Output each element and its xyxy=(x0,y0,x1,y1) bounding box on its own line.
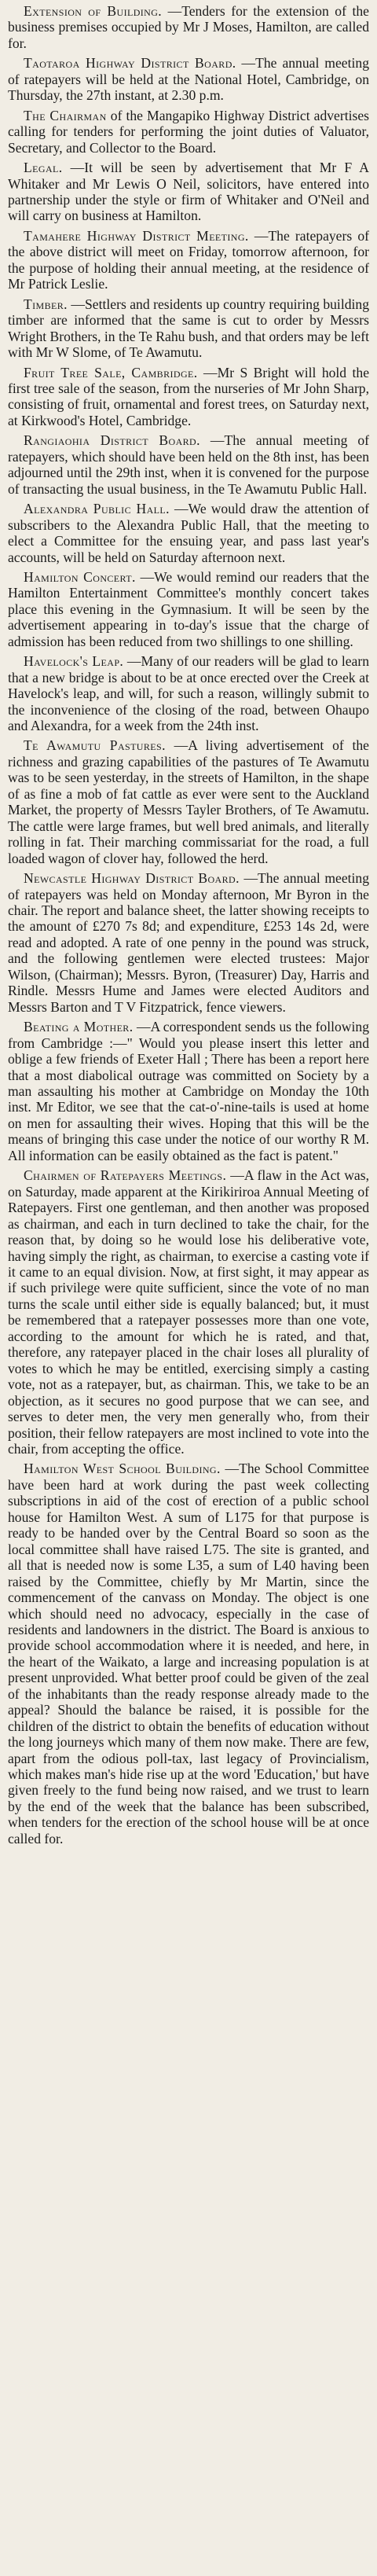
article-heading: Hamilton Concert. xyxy=(24,568,136,585)
article-body: —Mr S Bright will hold the first tree sale of the season, from the nurseries of Mr John Sharp, consisting of fruit, ornamental and forest trees, on Saturday next, at Kirkwood's Hotel, Cambridge. xyxy=(8,364,370,428)
article-heading: Tamahere Highway District Meeting. xyxy=(24,227,249,244)
article-heading: Beating a Mother. xyxy=(24,1019,134,1035)
article-body: —The annual meeting of ratepayers, which should have been held on the 8th inst, has been adjourned until the 29th inst, when it is convened for the purpose of transacting the usual business, in the Te Awamutu Public Hall. xyxy=(8,432,369,497)
article-heading: Extension of Building. xyxy=(24,3,163,19)
article-body: —A flaw in the Act was, on Saturday, made apparent at the Kirikiriroa Annual Meeting of Ratepayers. First one gentleman, and then another was proposed as chairman, and each in turn declined to take the chair, for the reason that, by doing so he would lose his deliberative vote, having simply the right, as chairman, to exercise a casting vote if it came to an equal division. Now, at first sight, it may appear as if such privilege were quite sufficient, since the vote of no man turns the scale until either side is equally balanced; but, it must be remembered that a ratepayer possesses more than one vote, according to the amount for which he is rated, and that, therefore, any ratepayer placed in the chair loses all plurality of votes to which he may be entitled, exercising simply a casting vote, not as a ratepayer, but, as chairman. This, we take to be an objection, as it secures no good purpose that we can see, and serves to deter men, the very men generally who, from their position, their fellow ratepayers are most inclined to vote into the chair, from accepting the office. xyxy=(8,1167,369,1457)
article-heading: Taotaroa Highway District Board. xyxy=(24,55,236,72)
article-body: —A living advertisement of the richness and grazing capabilities of the pastures of Te Awamutu was to be seen yesterday, in the streets of Hamilton, in the shape of as fine a mob of fat cattle as ever were sent to the Auckland Market, the property of Messrs Tayler Brothers, of Te Awamutu. The cattle were large frames, but well bred animals, and literally rolling in fat. Their marching commissariat for the road, a full loaded wagon of clover hay, followed the herd. xyxy=(8,737,369,866)
article-body: —Tenders for the extension of the business premises occupied by Mr J Moses, Hamilton, are called for. xyxy=(8,3,369,51)
article-body: —The annual meeting of ratepayers was held on Monday afternoon, Mr Byron in the chair. The report and balance sheet, the latter showing receipts to the amount of £270 7s 8d; and expenditure, £253 14s 2d, were read and adopted. A rate of one penny in the pound was struck, and the following gentlemen were elected trustees: Major Wilson, (Chairman); Messrs. Byron, (Treasurer) Day, Harris and Rindle. Messrs Hume and James were elected Auditors and Messrs Barton and T V Fitzpatrick, fence viewers. xyxy=(8,870,369,1015)
article-paragraph xyxy=(8,569,369,649)
article-heading: Te Awamutu Pastures. xyxy=(24,737,166,754)
article-body: —We would draw the attention of subscribers to the Alexandra Public Hall, that the meeting to elect a Committee for the ensuing year, and pass last year's accounts, will be held on Saturday afternoon next. xyxy=(8,501,369,565)
article-paragraph xyxy=(8,296,369,361)
article-heading: Legal. xyxy=(24,160,63,176)
article-heading: Fruit Tree Sale, Cambridge. xyxy=(24,364,198,380)
article-body: —The ratepayers of the above district will meet on Friday, tomorrow afternoon, for the purpose of holding their annual meeting, at the residence of Mr Patrick Leslie. xyxy=(8,227,369,292)
article-paragraph xyxy=(8,228,369,292)
article-paragraph xyxy=(8,3,369,51)
article-paragraph xyxy=(8,55,369,103)
article-body: —The School Committee have been hard at work during the past week collecting subscriptions in aid of the cost of erection of a public school house for Hamilton West. A sum of L175 for that purpose is ready to be handed over by the Central Board so soon as the local committee shall have raised L75. The site is granted, and all that is needed now is some L35, a sum of L40 having been raised by the Committee, chiefly by Mr Martin, since the commencement of the canvass on Monday. The object is one which should need no advocacy, especially in the case of residents and landowners in the district. The Board is anxious to provide school accommodation where it is needed, and here, in the heart of the Waikato, a large and increasing population is at present unprovided. What better proof could be given of the zeal of the inhabitants than the ready response already made to the appeal? Should the balance be raised, it is possible for the children of the district to obtain the benefits of education without the long journeys which many of them now make. There are few, apart from the odious poll-tax, last legacy of Provincialism, which makes man's hide rise up at the word 'Education,' but have given freely to the fund being now raised, and we trust to learn by the end of the week that the balance has been subscribed, when tenders for the erection of the school house will be at once called for. xyxy=(8,1461,369,1847)
article-paragraph xyxy=(8,501,369,565)
article-heading: Chairmen of Ratepayers Meetings. xyxy=(24,1167,227,1184)
article-heading: The Chairman xyxy=(24,107,107,123)
article-paragraph xyxy=(8,432,369,497)
article-body: of the Mangapiko Highway District advertises calling for tenders for performing the joint duties of Valuator, Secretary, and Collector to the Board. xyxy=(8,107,369,156)
article-paragraph xyxy=(8,1167,369,1457)
article-body: —Many of our readers will be glad to learn that a new bridge is about to be at once erected over the Creek at Havelock's leap, and will, for such a reason, willingly submit to the inconvenience of the closing of the road, between Ohaupo and Alexandra, for a week from the 24th inst. xyxy=(8,653,369,734)
article-paragraph xyxy=(8,365,369,429)
article-paragraph xyxy=(8,1461,369,1847)
article-list xyxy=(8,3,369,1847)
article-heading: Newcastle Highway District Board. xyxy=(24,870,240,887)
article-body: —Settlers and residents up country requiring building timber are informed that the same is cut to order by Messrs Wright Brothers, in the Te Rahu bush, and that orders may be left with Mr W Slome, of Te Awamutu. xyxy=(8,296,369,361)
article-heading: Alexandra Public Hall. xyxy=(24,501,170,517)
article-body: —We would remind our readers that the Hamilton Entertainment Committee's monthly concert takes place this evening in the Gymnasium. It will be seen by the advertisement appearing in to-day's issue that the charge of admission has been reduced from two shillings to one shilling. xyxy=(8,568,369,649)
article-paragraph xyxy=(8,108,369,156)
article-heading: Rangiaohia District Board. xyxy=(24,432,200,449)
article-heading: Havelock's Leap. xyxy=(24,653,124,670)
article-paragraph xyxy=(8,737,369,866)
article-paragraph xyxy=(8,1019,369,1163)
article-paragraph xyxy=(8,870,369,1015)
article-body: —The annual meeting of ratepayers will be held at the National Hotel, Cambridge, on Thursday, the 27th instant, at 2.30 p.m. xyxy=(8,55,369,104)
article-heading: Timber. xyxy=(24,296,68,312)
article-body: —A correspondent sends us the following from Cambridge :—" Would you please insert this letter and oblige a few friends of Exeter Hall ; There has been a report here that a most diabolical outrage was committed on Society by a man assaulting his mother at Cambridge on Monday the 10th inst. Mr Editor, we see that the cat-o'-nine-tails is used at home on men for assaulting their wives. Hoping that this will be the means of bringing this case under the notice of our worthy R M. All information can be easily obtained as the fact is patent." xyxy=(8,1019,369,1163)
article-paragraph xyxy=(8,653,369,733)
article-heading: Hamilton West School Building. xyxy=(24,1461,221,1477)
article-paragraph xyxy=(8,160,369,224)
article-body: —It will be seen by advertisement that Mr F A Whitaker and Mr Lewis O Neil, solicitors, have entered into partnership under the style or firm of Whitaker and O'Neil and will carry on business at Hamilton. xyxy=(8,160,369,224)
